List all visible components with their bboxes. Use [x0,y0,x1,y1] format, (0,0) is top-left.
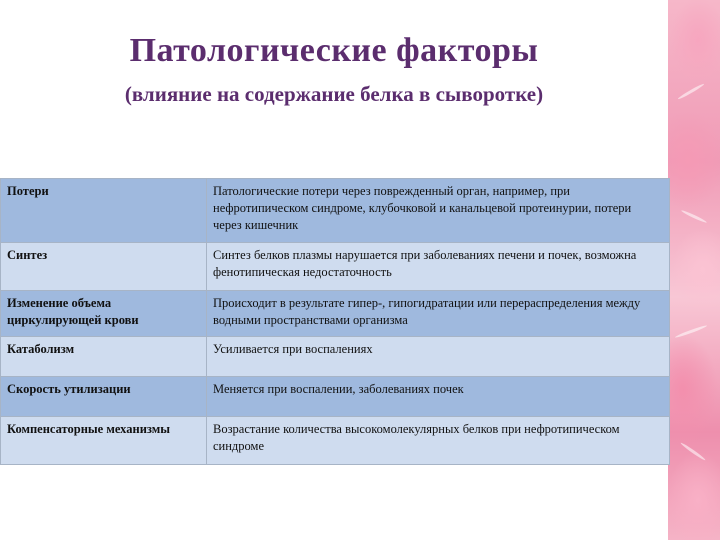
description-cell: Меняется при воспалении, заболеваниях почек [207,377,670,417]
factor-cell: Изменение объема циркулирующей крови [1,291,207,337]
petal-highlight [680,442,706,462]
factor-cell: Компенсаторные механизмы [1,417,207,465]
description-cell: Возрастание количества высокомолекулярных белков при нефротипическом синдроме [207,417,670,465]
table-row [1,377,670,417]
petal-highlight [677,83,704,101]
table-row [1,291,670,337]
description-cell: Патологические потери через поврежденный орган, например, при нефротипическом синдроме, клубочковой и канальцевой протеинурии, потери через кишечник [207,179,670,243]
factor-cell: Потери [1,179,207,243]
decorative-petals-border [668,0,720,540]
petal-highlight [675,324,708,338]
description-cell: Синтез белков плазмы нарушается при заболеваниях печени и почек, возможна фенотипическая недостаточность [207,243,670,291]
slide-subtitle: (влияние на содержание белка в сыворотке) [124,82,544,106]
factor-cell: Синтез [1,243,207,291]
factor-cell: Катаболизм [1,337,207,377]
petal-highlight [681,209,708,224]
table-row [1,417,670,465]
description-cell: Усиливается при воспалениях [207,337,670,377]
description-cell: Происходит в результате гипер-, гипогидратации или перераспределения между водными пространствами организма [207,291,670,337]
factors-table [0,178,670,465]
table-row [1,243,670,291]
factor-cell: Скорость утилизации [1,377,207,417]
table-row [1,337,670,377]
slide-title: Патологические факторы [129,32,539,69]
table-row [1,179,670,243]
